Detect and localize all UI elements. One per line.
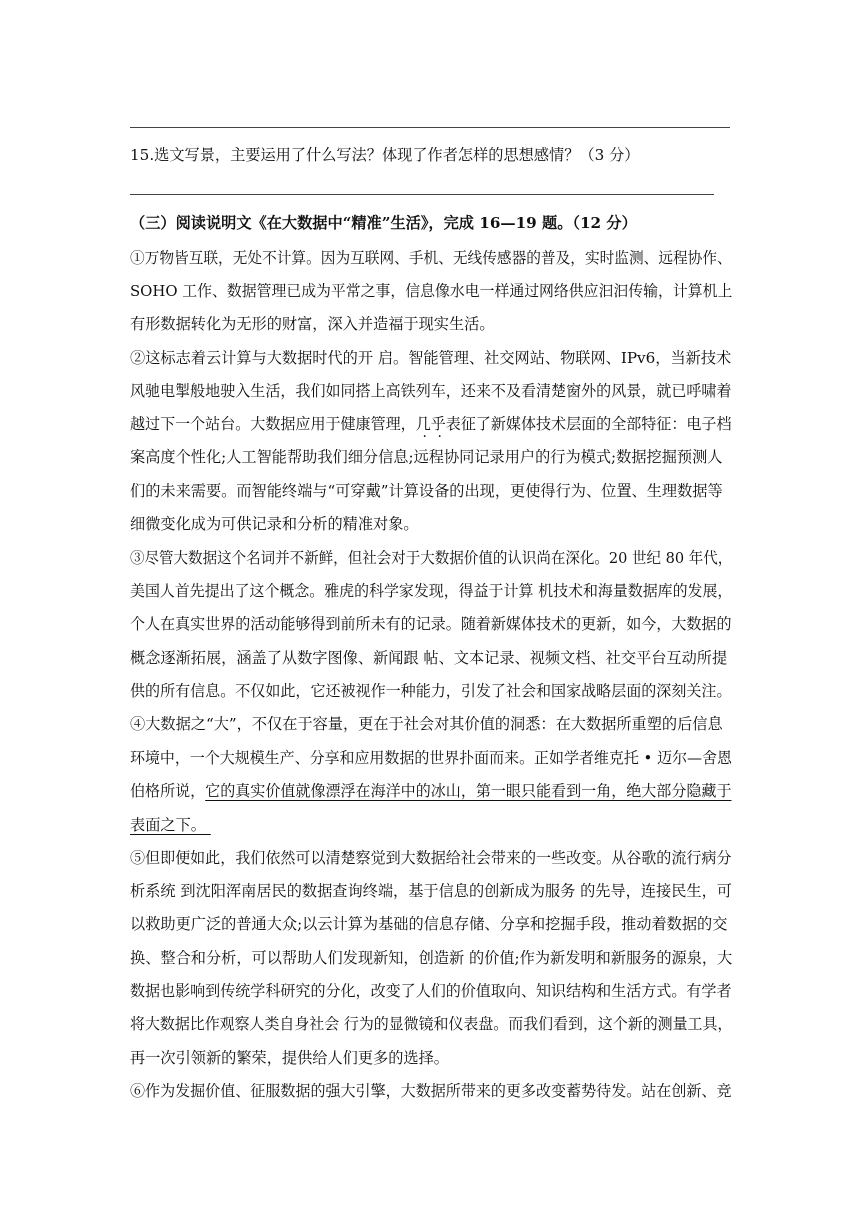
section-3-heading: （三）阅读说明文《在大数据中“精准”生活》，完成 16—19 题。（12 分） — [130, 214, 637, 232]
paragraph-6-line-1: ⑥作为发掘价值、征服数据的强大引擎，大数据所带来的更多改变蓄势待发。站在创新、竞 — [130, 1082, 732, 1100]
emphasis-char-ji: 几 — [415, 415, 431, 433]
emphasis-char-hu: 乎 — [430, 415, 446, 433]
underline-tail — [206, 816, 211, 834]
paragraph-5-line-6: 将大数据比作观察人类自身社会 行为的显微镜和仪表盘。而我们看到，这个新的测量工具， — [130, 1015, 733, 1033]
paragraph-3-line-5: 供的所有信息。不仅如此，它还被视作一种能力，引发了社会和国家战略层面的深刻关注。 — [130, 682, 732, 700]
paragraph-5-line-1: ⑤但即便如此，我们依然可以清楚察觉到大数据给社会带来的一些改变。从谷歌的流行病分 — [130, 849, 732, 867]
paragraph-3-line-2: 美国人首先提出了这个概念。雅虎的科学家发现，得益于计算 机技术和海量数据库的发展， — [130, 582, 733, 600]
paragraph-5-line-2: 析系统 到沈阳浑南居民的数据查询终端，基于信息的创新成为服务 的先导，连接民生，可 — [130, 882, 732, 900]
paragraph-1-line-2: SOHO 工作、数据管理已成为平常之事，信息像水电一样通过网络供应汩汩传输，计算机上 — [130, 282, 733, 300]
paragraph-2-line-3 — [130, 414, 731, 434]
question-15: 15.选文写景，主要运用了什么写法？体现了作者怎样的思想感情？（3 分） — [130, 146, 640, 164]
paragraph-4-line-2: 环境中，一个大规模生产、分享和应用数据的世界扑面而来。正如学者维克托 • 迈尔—舍恩 — [130, 749, 732, 767]
paragraph-3-line-3: 个人在真实世界的活动能够得到前所未有的记录。随着新媒体技术的更新，如今，大数据的 — [130, 615, 732, 633]
paragraph-1-line-3: 有形数据转化为无形的财富，深入并造福于现实生活。 — [130, 315, 495, 333]
paragraph-5-line-7: 再一次引领新的繁荣，提供给人们更多的选择。 — [130, 1049, 449, 1067]
paragraph-2-line-4: 案高度个性化;人工智能帮助我们细分信息;远程协同记录用户的行为模式;数据挖掘预测人 — [130, 448, 723, 466]
paragraph-3-line-1: ③尽管大数据这个名词并不新鲜，但社会对于大数据价值的认识尚在深化。20 世纪 80 年代， — [130, 549, 733, 567]
underlined-sentence-end: 表面之下。 — [130, 816, 206, 834]
paragraph-3-line-4: 概念逐渐拓展，涵盖了从数字图像、新闻跟 帖、文本记录、视频文档、社交平台互动所提 — [130, 649, 728, 667]
paragraph-2-line-3-before: 越过下一个站台。大数据应用于健康管理， — [130, 415, 416, 433]
paragraph-5-line-4: 换、整合和分析，可以帮助人们发现新知，创造新 的价值;作为新发明和新服务的源泉，大 — [130, 949, 733, 967]
paragraph-2-line-5: 们的未来需要。而智能终端与“可穿戴”计算设备的出现，更使得行为、位置、生理数据等 — [130, 482, 723, 500]
paragraph-2-line-2: 风驰电掣般地驶入生活，我们如同搭上高铁列车，还来不及看清楚窗外的风景，就已呼啸着 — [130, 382, 732, 400]
paragraph-2-line-6: 细微变化成为可供记录和分析的精准对象。 — [130, 515, 419, 533]
paragraph-4-line-4 — [130, 815, 211, 835]
paragraph-4-line-3 — [130, 781, 731, 801]
paragraph-5-line-5: 数据也影响到传统学科研究的分化，改变了人们的价值取向、知识结构和生活方式。有学者 — [130, 982, 732, 1000]
underlined-sentence: 它的真实价值就像漂浮在海洋中的冰山，第一眼只能看到一角，绝大部分隐藏于 — [205, 782, 732, 800]
paragraph-5-line-3: 以救助更广泛的普通大众;以云计算为基础的信息存储、分享和挖掘手段，推动着数据的交 — [130, 915, 728, 933]
paragraph-4-line-3-plain: 伯格所说， — [130, 782, 206, 800]
paragraph-4-line-1: ④大数据之“大”，不仅在于容量，更在于社会对其价值的洞悉：在大数据所重塑的后信息 — [130, 715, 723, 733]
answer-line-q15 — [130, 194, 714, 195]
paragraph-2-line-1: ②这标志着云计算与大数据时代的开 启。智能管理、社交网站、物联网、IPv6，当新技术 — [130, 349, 732, 367]
paragraph-2-line-3-after: 表征了新媒体技术层面的全部特征：电子档 — [445, 415, 732, 433]
answer-line-top — [130, 127, 730, 128]
paragraph-1-line-1: ①万物皆互联，无处不计算。因为互联网、手机、无线传感器的普及，实时监测、远程协作、 — [130, 249, 732, 267]
